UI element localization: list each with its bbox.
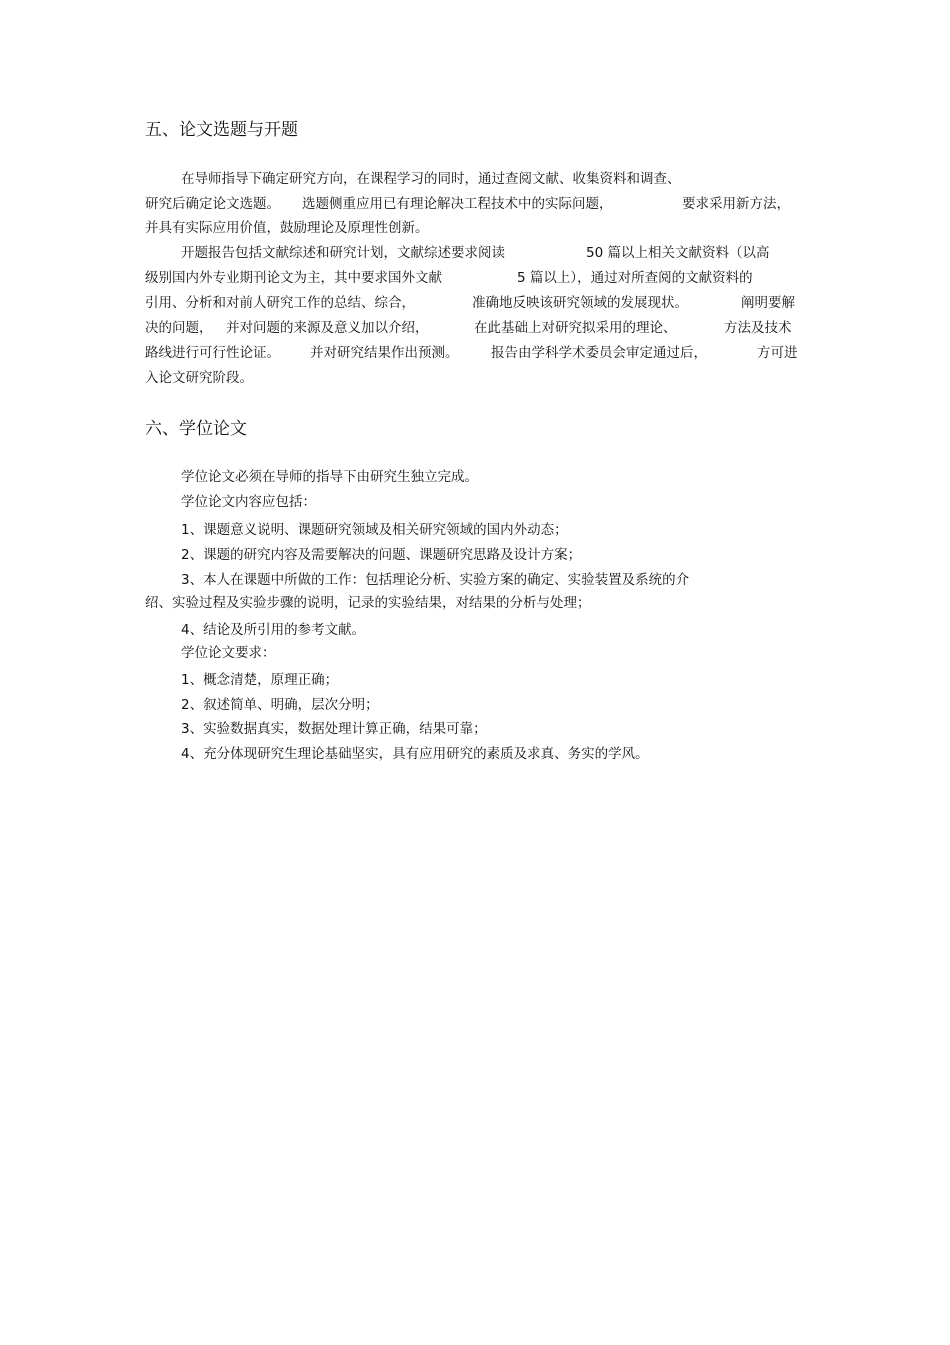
paragraph-2-line-3a: 引用、分析和对前人研究工作的总结、综合， xyxy=(145,295,415,311)
paragraph-2-line-4c: 在此基础上对研究拟采用的理论、 xyxy=(474,320,677,336)
requirement-item-3: 3、实验数据真实，数据处理计算正确，结果可靠； xyxy=(181,721,487,737)
content-item-4: 4、结论及所引用的参考文献。 xyxy=(181,622,366,638)
paragraph-2-line-5d: 方可进 xyxy=(757,345,798,361)
thesis-intro: 学位论文必须在导师的指导下由研究生独立完成。 xyxy=(181,469,478,485)
paragraph-1-line-1: 在导师指导下确定研究方向，在课程学习的同时，通过查阅文献、收集资料和调查、 xyxy=(181,171,681,187)
paragraph-2-line-4a: 决的问题， xyxy=(145,320,213,336)
section-5-title: 五、论文选题与开题 xyxy=(145,120,298,140)
content-item-1: 1、课题意义说明、课题研究领域及相关研究领域的国内外动态； xyxy=(181,522,568,538)
paragraph-1-line-2c: 要求采用新方法， xyxy=(682,196,790,212)
paragraph-2-line-3c: 阐明要解 xyxy=(741,295,795,311)
paragraph-2-line-5b: 并对研究结果作出预测。 xyxy=(310,345,459,361)
requirement-item-1: 1、概念清楚，原理正确； xyxy=(181,672,339,688)
content-item-3-line-1: 3、本人在课题中所做的工作：包括理论分析、实验方案的确定、实验装置及系统的介 xyxy=(181,572,690,588)
requirement-item-4: 4、充分体现研究生理论基础坚实，具有应用研究的素质及求真、务实的学风。 xyxy=(181,746,649,762)
paragraph-2-line-4b: 并对问题的来源及意义加以介绍， xyxy=(226,320,429,336)
content-item-2: 2、课题的研究内容及需要解决的问题、课题研究思路及设计方案； xyxy=(181,547,582,563)
paragraph-1-line-2b: 选题侧重应用已有理论解决工程技术中的实际问题， xyxy=(302,196,613,212)
paragraph-2-line-5c: 报告由学科学术委员会审定通过后， xyxy=(491,345,707,361)
paragraph-2-line-1b: 50 篇以上相关文献资料（以高 xyxy=(586,245,770,261)
paragraph-1-line-2a: 研究后确定论文选题。 xyxy=(145,196,280,212)
section-6-title: 六、学位论文 xyxy=(145,419,247,439)
paragraph-2-line-3b: 准确地反映该研究领域的发展现状。 xyxy=(472,295,688,311)
paragraph-2-line-4d: 方法及技术 xyxy=(724,320,792,336)
paragraph-2-line-6: 入论文研究阶段。 xyxy=(145,370,253,386)
paragraph-2-line-2a: 级别国内外专业期刊论文为主，其中要求国外文献 xyxy=(145,270,442,286)
content-heading: 学位论文内容应包括： xyxy=(181,494,316,510)
requirement-item-2: 2、叙述简单、明确，层次分明； xyxy=(181,697,379,713)
paragraph-1-line-3: 并具有实际应用价值，鼓励理论及原理性创新。 xyxy=(145,220,429,236)
paragraph-2-line-2b: 5 篇以上），通过对所查阅的文献资料的 xyxy=(517,270,753,286)
paragraph-2-line-1a: 开题报告包括文献综述和研究计划，文献综述要求阅读 xyxy=(181,245,505,261)
requirements-heading: 学位论文要求： xyxy=(181,645,276,661)
content-item-3-line-2: 绍、实验过程及实验步骤的说明，记录的实验结果，对结果的分析与处理； xyxy=(145,595,591,611)
paragraph-2-line-5a: 路线进行可行性论证。 xyxy=(145,345,280,361)
